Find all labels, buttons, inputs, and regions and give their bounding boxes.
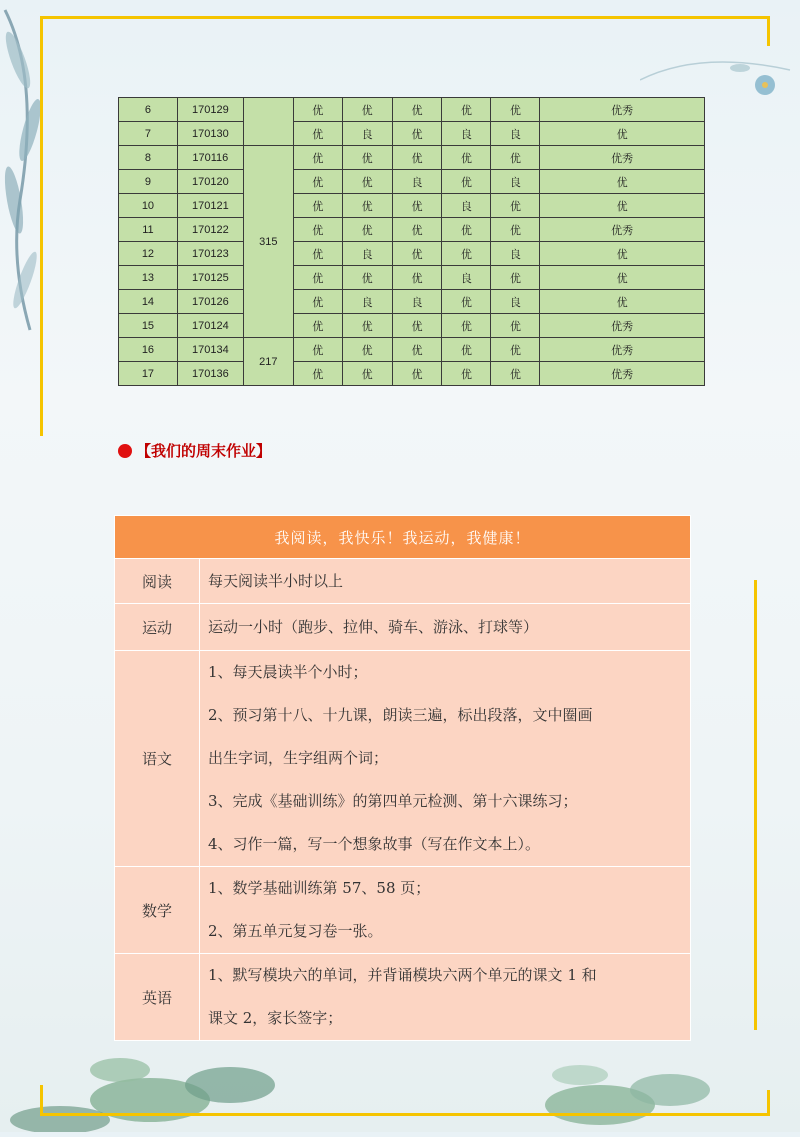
grade-cell: 良 [442, 194, 491, 218]
math-text [200, 867, 691, 954]
grade-cell: 优 [442, 290, 491, 314]
frame-left-bottom-corner [40, 1085, 43, 1115]
row-number-cell: 15 [119, 314, 178, 338]
overall-grade-cell: 优 [540, 290, 705, 314]
subject-label-chinese: 语文 [115, 651, 200, 867]
grade-cell: 优 [442, 314, 491, 338]
homework-row-math [115, 867, 691, 954]
table-row [119, 122, 705, 146]
grade-cell: 优 [442, 218, 491, 242]
grade-cell: 优 [392, 218, 442, 242]
frame-right-line-lower [754, 580, 757, 1030]
grade-cell: 良 [342, 122, 392, 146]
chinese-line: 4、习作一篇，写一个想象故事（写在作文本上）。 [208, 835, 541, 853]
overall-grade-cell: 优 [540, 194, 705, 218]
overall-grade-cell: 优秀 [540, 314, 705, 338]
student-id-cell: 170124 [177, 314, 243, 338]
table-row [119, 218, 705, 242]
grade-cell: 优 [293, 338, 342, 362]
row-number-cell: 9 [119, 170, 178, 194]
english-line: 课文 2，家长签字； [208, 1009, 343, 1027]
grade-cell: 优 [342, 218, 392, 242]
grade-cell: 优 [442, 170, 491, 194]
grade-cell: 优 [293, 290, 342, 314]
student-id-cell: 170129 [177, 98, 243, 122]
grade-cell: 良 [392, 290, 442, 314]
red-bullet-icon [118, 444, 132, 458]
row-number-cell: 16 [119, 338, 178, 362]
grade-cell: 优 [442, 98, 491, 122]
frame-bottom-line [40, 1113, 770, 1116]
room-cell: 217 [243, 338, 293, 386]
student-id-cell: 170126 [177, 290, 243, 314]
table-row [119, 266, 705, 290]
bottom-lotus-leaves-decoration [0, 1030, 800, 1132]
sport-text: 运动一小时（跑步、拉伸、骑车、游泳、打球等） [200, 604, 691, 651]
grade-cell: 优 [293, 170, 342, 194]
grade-cell: 优 [491, 194, 540, 218]
grade-cell: 优 [442, 338, 491, 362]
frame-top-line [40, 16, 770, 19]
homework-row-sport [115, 604, 691, 651]
grade-cell: 优 [342, 266, 392, 290]
overall-grade-cell: 优 [540, 170, 705, 194]
grade-cell: 优 [392, 242, 442, 266]
student-id-cell: 170121 [177, 194, 243, 218]
overall-grade-cell: 优 [540, 242, 705, 266]
overall-grade-cell: 优秀 [540, 146, 705, 170]
table-row [119, 290, 705, 314]
grade-cell: 优 [342, 98, 392, 122]
row-number-cell: 14 [119, 290, 178, 314]
table-row [119, 194, 705, 218]
math-line: 2、第五单元复习卷一张。 [208, 922, 383, 940]
grade-cell: 优 [342, 146, 392, 170]
grade-cell: 良 [342, 242, 392, 266]
frame-right-bottom-corner [767, 1090, 770, 1116]
table-row [119, 170, 705, 194]
math-line: 1、数学基础训练第 57、58 页； [208, 879, 431, 897]
row-number-cell: 11 [119, 218, 178, 242]
grade-cell: 优 [342, 338, 392, 362]
row-number-cell: 17 [119, 362, 178, 386]
subject-label-math: 数学 [115, 867, 200, 954]
room-cell: 315 [243, 146, 293, 338]
row-number-cell: 12 [119, 242, 178, 266]
grade-cell: 优 [293, 146, 342, 170]
grade-cell: 优 [293, 242, 342, 266]
student-id-cell: 170136 [177, 362, 243, 386]
grade-cell: 优 [293, 122, 342, 146]
english-line: 1、默写模块六的单词，并背诵模块六两个单元的课文 1 和 [208, 966, 597, 984]
homework-header-row [115, 516, 691, 559]
grade-cell: 优 [293, 98, 342, 122]
table-row [119, 242, 705, 266]
grade-cell: 优 [442, 146, 491, 170]
grade-cell: 良 [392, 170, 442, 194]
frame-left-line [40, 16, 43, 436]
grade-cell: 优 [491, 338, 540, 362]
english-text [200, 954, 691, 1041]
score-table [118, 97, 705, 386]
grade-cell: 优 [293, 362, 342, 386]
grade-cell: 优 [491, 314, 540, 338]
grade-cell: 良 [442, 266, 491, 290]
overall-grade-cell: 优 [540, 266, 705, 290]
chinese-line: 3、完成《基础训练》的第四单元检测、第十六课练习； [208, 792, 578, 810]
overall-grade-cell: 优秀 [540, 98, 705, 122]
overall-grade-cell: 优秀 [540, 362, 705, 386]
grade-cell: 良 [491, 242, 540, 266]
homework-row-reading [115, 559, 691, 604]
student-id-cell: 170116 [177, 146, 243, 170]
student-id-cell: 170130 [177, 122, 243, 146]
section-title-text: 【我们的周末作业】 [136, 442, 272, 460]
grade-cell: 优 [293, 218, 342, 242]
chinese-line: 1、每天晨读半个小时； [208, 663, 368, 681]
grade-cell: 良 [442, 122, 491, 146]
grade-cell: 优 [392, 266, 442, 290]
grade-cell: 优 [442, 362, 491, 386]
weekend-homework-heading [118, 440, 271, 461]
frame-right-line [767, 16, 770, 46]
row-number-cell: 10 [119, 194, 178, 218]
row-number-cell: 7 [119, 122, 178, 146]
table-row [119, 338, 705, 362]
grade-cell: 优 [442, 242, 491, 266]
student-id-cell: 170122 [177, 218, 243, 242]
row-number-cell: 6 [119, 98, 178, 122]
overall-grade-cell: 优秀 [540, 338, 705, 362]
grade-cell: 优 [392, 338, 442, 362]
grade-cell: 优 [491, 266, 540, 290]
grade-cell: 优 [342, 194, 392, 218]
grade-cell: 优 [392, 314, 442, 338]
grade-cell: 优 [342, 170, 392, 194]
grade-cell: 优 [392, 362, 442, 386]
grade-cell: 优 [392, 146, 442, 170]
grade-cell: 良 [491, 170, 540, 194]
reading-text: 每天阅读半小时以上 [200, 559, 691, 604]
overall-grade-cell: 优 [540, 122, 705, 146]
grade-cell: 优 [491, 362, 540, 386]
student-id-cell: 170125 [177, 266, 243, 290]
row-number-cell: 8 [119, 146, 178, 170]
grade-cell: 良 [342, 290, 392, 314]
subject-label-english: 英语 [115, 954, 200, 1041]
table-row [119, 314, 705, 338]
grade-cell: 优 [293, 194, 342, 218]
grade-cell: 优 [392, 194, 442, 218]
grade-cell: 优 [392, 98, 442, 122]
chinese-line: 出生字词，生字组两个词； [208, 749, 389, 767]
subject-label-reading: 阅读 [115, 559, 200, 604]
top-left-leaves-decoration [0, 0, 60, 340]
grade-cell: 良 [491, 290, 540, 314]
table-row [119, 146, 705, 170]
grade-cell: 优 [392, 122, 442, 146]
homework-header: 我阅读，我快乐！我运动，我健康！ [115, 516, 691, 559]
grade-cell: 良 [491, 122, 540, 146]
student-id-cell: 170134 [177, 338, 243, 362]
homework-row-chinese [115, 651, 691, 867]
grade-cell: 优 [293, 314, 342, 338]
grade-cell: 优 [293, 266, 342, 290]
room-cell-empty [243, 98, 293, 146]
table-row [119, 362, 705, 386]
subject-label-sport: 运动 [115, 604, 200, 651]
student-id-cell: 170123 [177, 242, 243, 266]
overall-grade-cell: 优秀 [540, 218, 705, 242]
grade-cell: 优 [491, 218, 540, 242]
grade-cell: 优 [342, 362, 392, 386]
table-row [119, 98, 705, 122]
student-id-cell: 170120 [177, 170, 243, 194]
homework-table [114, 515, 691, 1041]
grade-cell: 优 [342, 314, 392, 338]
grade-cell: 优 [491, 98, 540, 122]
grade-cell: 优 [491, 146, 540, 170]
chinese-text [200, 651, 691, 867]
chinese-line: 2、预习第十八、十九课，朗读三遍，标出段落，文中圈画 [208, 706, 593, 724]
row-number-cell: 13 [119, 266, 178, 290]
homework-row-english [115, 954, 691, 1041]
